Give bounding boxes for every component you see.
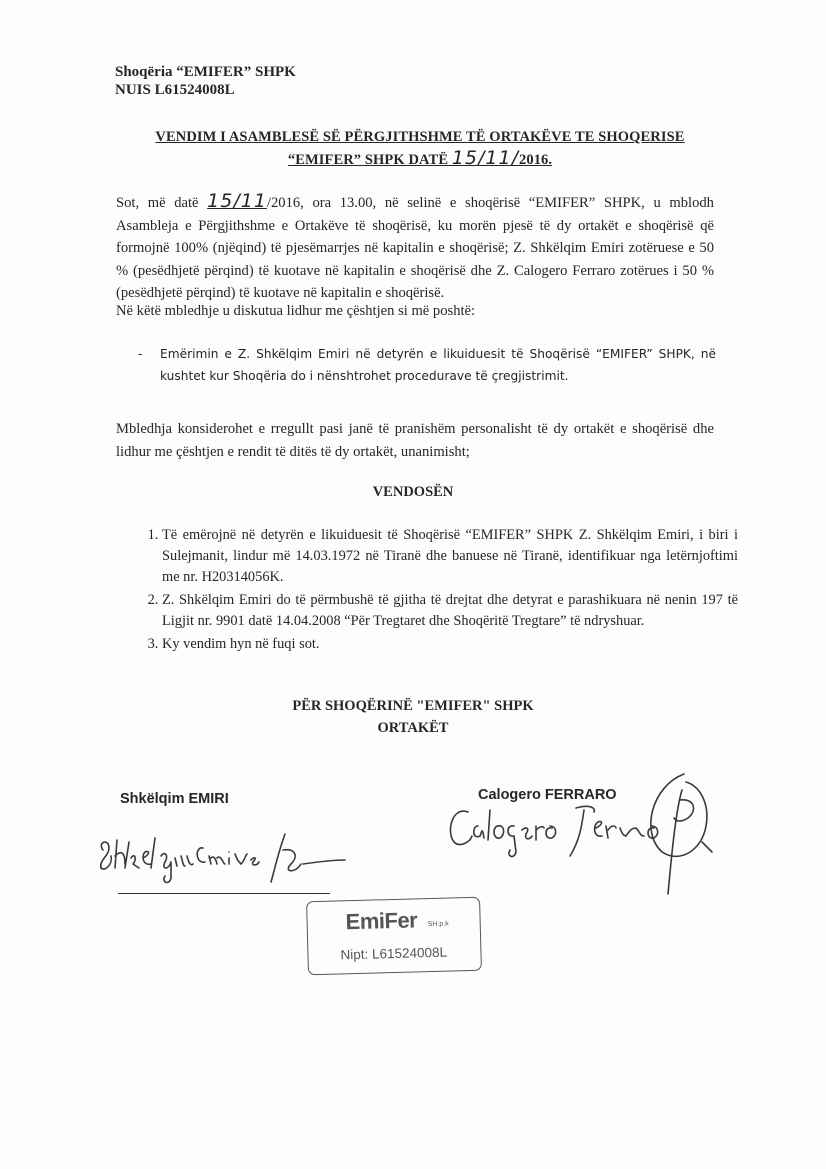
stamp-logo-sub: SH.p.k xyxy=(427,920,449,929)
agenda-item-text: Emërimin e Z. Shkëlqim Emiri në detyrën e likuiduesit të Shoqërisë “EMIFER” SHPK, në kushtet kur Shoqëria do i nënshtrohet procedurave të çregjistrimit. xyxy=(160,347,716,383)
stamp-nipt: Nipt: L61524008L xyxy=(340,944,448,963)
signature-right-handwritten xyxy=(440,760,720,900)
quorum-paragraph: Mbledhja konsiderohet e rregullt pasi janë të pranishëm personalisht të dy ortakët e shoqërisë dhe lidhur me çështjen e rendit të ditës të dy ortakët, unanimisht; xyxy=(116,421,714,460)
title-handwritten-date: 15/11/ xyxy=(451,147,519,169)
intro-handwritten-date: 15/11 xyxy=(207,190,267,212)
signature-left-line xyxy=(118,893,330,894)
company-name: Shoqëria “EMIFER” SHPK xyxy=(115,64,296,80)
stamp-logo: EmiFer xyxy=(345,907,418,935)
closing-company: PËR SHOQËRINË "EMIFER" SHPK xyxy=(292,698,534,714)
title-year: 2016. xyxy=(519,152,553,168)
signature-left-handwritten xyxy=(95,820,355,890)
title-prefix: “EMIFER” SHPK DATË xyxy=(287,152,449,168)
document-title-line2 xyxy=(100,148,740,170)
intro-discussion-line: Në këtë mbledhje u diskutua lidhur me çështjen si më poshtë: xyxy=(116,303,476,319)
decisions-list xyxy=(140,525,738,657)
decision-item: 3. Ky vendim hyn në fuqi sot. xyxy=(162,634,738,655)
intro-text-before-date: Sot, më datë xyxy=(116,195,199,211)
agenda-item xyxy=(138,343,716,387)
closing-partners: ORTAKËT xyxy=(377,720,449,736)
signatory-left-name: Shkëlqim EMIRI xyxy=(120,791,229,807)
decided-heading: VENDOSËN xyxy=(372,484,454,500)
intro-paragraph xyxy=(116,190,714,305)
intro-text-after-date: /2016, ora 13.00, në selinë e shoqërisë “EMIFER” SHPK, u mblodh Asambleja e Përgjithshme e Ortakëve të shoqërisë, ku morën pjesë të dy ortakët e shoqërisë që formojnë 100% (njëqind) të pjesëmarrjes në kapitalin e shoqërisë; Z. Shkëlqim Emiri zotëruese e 50 % (pesëdhjetë përqind) të kuotave në kapitalin e shoqërisë dhe Z. Calogero Ferraro zotërues i 50 % (pesëdhjetë përqind) të kuotave në kapitalin e shoqërisë. xyxy=(116,195,714,301)
company-stamp xyxy=(306,897,482,976)
signatory-right-name: Calogero FERRARO xyxy=(478,787,617,803)
decision-item: 1. Të emërojnë në detyrën e likuiduesit të Shoqërisë “EMIFER” SHPK Z. Shkëlqim Emiri, i biri i Sulejmanit, lindur më 14.03.1972 në Tiranë dhe banuese në Tiranë, identifikuar nga letërnjoftimi me nr. H20314056K. xyxy=(162,525,738,588)
agenda-dash: - xyxy=(138,347,143,361)
document-title-line1: VENDIM I ASAMBLESË SË PËRGJITHSHME TË ORTAKËVE TE SHOQERISE xyxy=(155,129,685,145)
decision-item: 2. Z. Shkëlqim Emiri do të përmbushë të gjitha të drejtat dhe detyrat e parashikuara në nenin 197 të Ligjit nr. 9901 datë 14.04.2008 “Për Tregtaret dhe Shoqëritë Tregtare” të ndryshuar. xyxy=(162,590,738,632)
company-nuis: NUIS L61524008L xyxy=(115,82,235,98)
